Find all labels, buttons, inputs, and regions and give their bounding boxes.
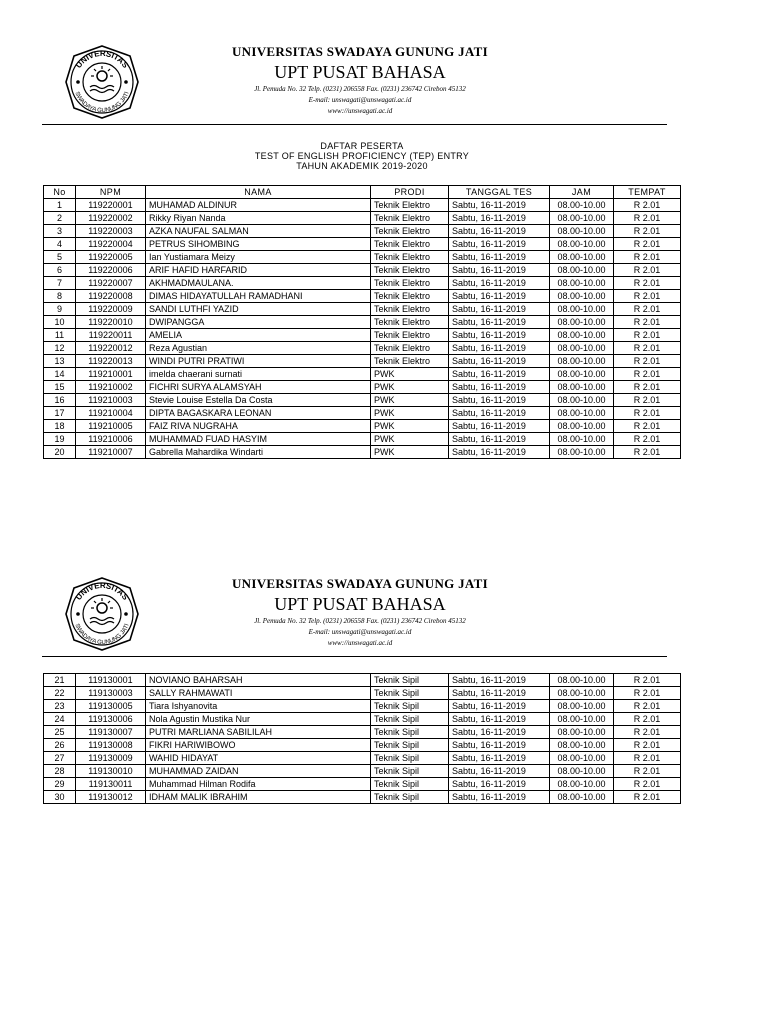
cell-nama: AMELIA — [146, 329, 371, 342]
table-row — [44, 212, 681, 225]
cell-jam: 08.00-10.00 — [550, 290, 614, 303]
cell-no: 22 — [44, 687, 76, 700]
cell-tanggal: Sabtu, 16-11-2019 — [449, 329, 550, 342]
cell-no: 9 — [44, 303, 76, 316]
cell-prodi: PWK — [371, 381, 449, 394]
cell-prodi: Teknik Elektro — [371, 329, 449, 342]
cell-no: 1 — [44, 199, 76, 212]
cell-no: 19 — [44, 433, 76, 446]
cell-nama: IDHAM MALIK IBRAHIM — [146, 791, 371, 804]
cell-jam: 08.00-10.00 — [550, 674, 614, 687]
cell-tanggal: Sabtu, 16-11-2019 — [449, 420, 550, 433]
cell-npm: 119130010 — [76, 765, 146, 778]
table-row — [44, 199, 681, 212]
cell-tempat: R 2.01 — [614, 355, 681, 368]
cell-prodi: Teknik Sipil — [371, 726, 449, 739]
cell-npm: 119130011 — [76, 778, 146, 791]
cell-prodi: Teknik Sipil — [371, 778, 449, 791]
cell-jam: 08.00-10.00 — [550, 420, 614, 433]
table-row — [44, 420, 681, 433]
cell-tanggal: Sabtu, 16-11-2019 — [449, 342, 550, 355]
cell-prodi: PWK — [371, 368, 449, 381]
cell-tanggal: Sabtu, 16-11-2019 — [449, 225, 550, 238]
column-header: NPM — [76, 186, 146, 199]
svg-text:UNIVERSITAS: UNIVERSITAS — [73, 580, 131, 602]
cell-no: 17 — [44, 407, 76, 420]
letterhead — [160, 576, 560, 648]
cell-nama: AKHMADMAULANA. — [146, 277, 371, 290]
cell-nama: Nola Agustin Mustika Nur — [146, 713, 371, 726]
cell-nama: PETRUS SIHOMBING — [146, 238, 371, 251]
cell-no: 24 — [44, 713, 76, 726]
table-row — [44, 251, 681, 264]
cell-tanggal: Sabtu, 16-11-2019 — [449, 739, 550, 752]
title-line-2: TEST OF ENGLISH PROFICIENCY (TEP) ENTRY — [254, 151, 470, 161]
university-name: UNIVERSITAS SWADAYA GUNUNG JATI — [231, 576, 488, 591]
cell-npm: 119220012 — [76, 342, 146, 355]
cell-tanggal: Sabtu, 16-11-2019 — [449, 687, 550, 700]
cell-npm: 119130006 — [76, 713, 146, 726]
letterhead — [160, 44, 560, 116]
cell-jam: 08.00-10.00 — [550, 355, 614, 368]
cell-jam: 08.00-10.00 — [550, 739, 614, 752]
cell-tanggal: Sabtu, 16-11-2019 — [449, 212, 550, 225]
cell-tanggal: Sabtu, 16-11-2019 — [449, 394, 550, 407]
cell-prodi: Teknik Sipil — [371, 791, 449, 804]
cell-nama: Tiara Ishyanovita — [146, 700, 371, 713]
cell-tanggal: Sabtu, 16-11-2019 — [449, 674, 550, 687]
website-line: www://unswagati.ac.id — [327, 107, 393, 115]
participant-table — [43, 185, 681, 459]
cell-jam: 08.00-10.00 — [550, 433, 614, 446]
table-row — [44, 687, 681, 700]
table-row — [44, 329, 681, 342]
cell-no: 27 — [44, 752, 76, 765]
cell-jam: 08.00-10.00 — [550, 687, 614, 700]
cell-tanggal: Sabtu, 16-11-2019 — [449, 368, 550, 381]
table-row — [44, 674, 681, 687]
cell-jam: 08.00-10.00 — [550, 342, 614, 355]
cell-prodi: Teknik Sipil — [371, 687, 449, 700]
table-row — [44, 752, 681, 765]
cell-nama: FAIZ RIVA NUGRAHA — [146, 420, 371, 433]
cell-jam: 08.00-10.00 — [550, 765, 614, 778]
cell-prodi: Teknik Elektro — [371, 342, 449, 355]
cell-nama: FICHRI SURYA ALAMSYAH — [146, 381, 371, 394]
cell-jam: 08.00-10.00 — [550, 316, 614, 329]
cell-jam: 08.00-10.00 — [550, 700, 614, 713]
cell-nama: imelda chaerani surnati — [146, 368, 371, 381]
table-body — [44, 674, 681, 804]
cell-nama: Gabrella Mahardika Windarti — [146, 446, 371, 459]
letterhead-divider — [42, 656, 667, 657]
cell-npm: 119220011 — [76, 329, 146, 342]
table-row — [44, 225, 681, 238]
cell-jam: 08.00-10.00 — [550, 791, 614, 804]
cell-no: 3 — [44, 225, 76, 238]
cell-no: 11 — [44, 329, 76, 342]
cell-tempat: R 2.01 — [614, 290, 681, 303]
svg-text:SWADAYA GUNUNG JATI: SWADAYA GUNUNG JATI — [73, 623, 131, 647]
cell-tanggal: Sabtu, 16-11-2019 — [449, 199, 550, 212]
cell-tempat: R 2.01 — [614, 303, 681, 316]
cell-npm: 119130008 — [76, 739, 146, 752]
cell-tempat: R 2.01 — [614, 329, 681, 342]
cell-prodi: Teknik Elektro — [371, 264, 449, 277]
cell-npm: 119220006 — [76, 264, 146, 277]
table-row — [44, 394, 681, 407]
cell-no: 7 — [44, 277, 76, 290]
cell-npm: 119210004 — [76, 407, 146, 420]
cell-npm: 119130007 — [76, 726, 146, 739]
title-line-1: DAFTAR PESERTA — [320, 141, 404, 151]
cell-nama: AZKA NAUFAL SALMAN — [146, 225, 371, 238]
cell-nama: Muhammad Hilman Rodifa — [146, 778, 371, 791]
cell-npm: 119210005 — [76, 420, 146, 433]
cell-npm: 119210003 — [76, 394, 146, 407]
cell-prodi: Teknik Elektro — [371, 303, 449, 316]
table-row — [44, 264, 681, 277]
cell-no: 13 — [44, 355, 76, 368]
cell-jam: 08.00-10.00 — [550, 368, 614, 381]
cell-prodi: Teknik Elektro — [371, 251, 449, 264]
column-header: NAMA — [146, 186, 371, 199]
cell-nama: DIMAS HIDAYATULLAH RAMADHANI — [146, 290, 371, 303]
cell-tanggal: Sabtu, 16-11-2019 — [449, 752, 550, 765]
table-body — [44, 199, 681, 459]
cell-npm: 119220007 — [76, 277, 146, 290]
cell-no: 30 — [44, 791, 76, 804]
cell-tempat: R 2.01 — [614, 368, 681, 381]
cell-nama: Ian Yustiamara Meizy — [146, 251, 371, 264]
cell-tempat: R 2.01 — [614, 700, 681, 713]
cell-no: 10 — [44, 316, 76, 329]
table-row — [44, 355, 681, 368]
cell-no: 29 — [44, 778, 76, 791]
cell-tanggal: Sabtu, 16-11-2019 — [449, 791, 550, 804]
cell-jam: 08.00-10.00 — [550, 277, 614, 290]
cell-jam: 08.00-10.00 — [550, 407, 614, 420]
cell-prodi: Teknik Sipil — [371, 713, 449, 726]
table-row — [44, 316, 681, 329]
cell-nama: PUTRI MARLIANA SABILILAH — [146, 726, 371, 739]
cell-nama: MUHAMMAD ZAIDAN — [146, 765, 371, 778]
cell-tanggal: Sabtu, 16-11-2019 — [449, 713, 550, 726]
cell-nama: Rikky Riyan Nanda — [146, 212, 371, 225]
cell-npm: 119220001 — [76, 199, 146, 212]
cell-jam: 08.00-10.00 — [550, 212, 614, 225]
cell-tanggal: Sabtu, 16-11-2019 — [449, 303, 550, 316]
cell-tempat: R 2.01 — [614, 212, 681, 225]
cell-tempat: R 2.01 — [614, 713, 681, 726]
svg-text:SWADAYA GUNUNG JATI: SWADAYA GUNUNG JATI — [73, 91, 131, 115]
university-name: UNIVERSITAS SWADAYA GUNUNG JATI — [231, 44, 488, 59]
cell-no: 23 — [44, 700, 76, 713]
cell-prodi: Teknik Elektro — [371, 277, 449, 290]
cell-npm: 119130012 — [76, 791, 146, 804]
table-row — [44, 778, 681, 791]
table-row — [44, 342, 681, 355]
cell-prodi: Teknik Elektro — [371, 355, 449, 368]
cell-jam: 08.00-10.00 — [550, 726, 614, 739]
title-line-3: TAHUN AKADEMIK 2019-2020 — [296, 161, 428, 171]
cell-tanggal: Sabtu, 16-11-2019 — [449, 316, 550, 329]
table-row — [44, 407, 681, 420]
cell-no: 25 — [44, 726, 76, 739]
cell-no: 21 — [44, 674, 76, 687]
cell-tanggal: Sabtu, 16-11-2019 — [449, 238, 550, 251]
cell-tanggal: Sabtu, 16-11-2019 — [449, 407, 550, 420]
table-row — [44, 303, 681, 316]
table-header-row — [44, 186, 681, 199]
cell-prodi: PWK — [371, 407, 449, 420]
cell-tempat: R 2.01 — [614, 726, 681, 739]
table-row — [44, 739, 681, 752]
document-title — [44, 141, 680, 171]
cell-jam: 08.00-10.00 — [550, 394, 614, 407]
column-header: TANGGAL TES — [449, 186, 550, 199]
cell-nama: NOVIANO BAHARSAH — [146, 674, 371, 687]
cell-no: 16 — [44, 394, 76, 407]
column-header: No — [44, 186, 76, 199]
cell-tempat: R 2.01 — [614, 199, 681, 212]
cell-prodi: Teknik Elektro — [371, 212, 449, 225]
cell-nama: MUHAMMAD FUAD HASYIM — [146, 433, 371, 446]
cell-jam: 08.00-10.00 — [550, 264, 614, 277]
column-header: PRODI — [371, 186, 449, 199]
cell-tempat: R 2.01 — [614, 264, 681, 277]
cell-tempat: R 2.01 — [614, 446, 681, 459]
table-row — [44, 446, 681, 459]
cell-tempat: R 2.01 — [614, 433, 681, 446]
cell-tempat: R 2.01 — [614, 765, 681, 778]
cell-prodi: Teknik Sipil — [371, 739, 449, 752]
table-row — [44, 238, 681, 251]
cell-npm: 119220009 — [76, 303, 146, 316]
table-row — [44, 290, 681, 303]
cell-npm: 119130009 — [76, 752, 146, 765]
cell-tempat: R 2.01 — [614, 251, 681, 264]
table-row — [44, 726, 681, 739]
cell-no: 18 — [44, 420, 76, 433]
cell-nama: DIPTA BAGASKARA LEONAN — [146, 407, 371, 420]
table-row — [44, 765, 681, 778]
cell-jam: 08.00-10.00 — [550, 251, 614, 264]
cell-npm: 119220013 — [76, 355, 146, 368]
cell-no: 6 — [44, 264, 76, 277]
unit-name: UPT PUSAT BAHASA — [274, 62, 446, 82]
column-header: TEMPAT — [614, 186, 681, 199]
cell-npm: 119130003 — [76, 687, 146, 700]
cell-tanggal: Sabtu, 16-11-2019 — [449, 726, 550, 739]
cell-tempat: R 2.01 — [614, 420, 681, 433]
cell-nama: FIKRI HARIWIBOWO — [146, 739, 371, 752]
cell-prodi: Teknik Elektro — [371, 316, 449, 329]
cell-no: 15 — [44, 381, 76, 394]
table-row — [44, 791, 681, 804]
cell-tempat: R 2.01 — [614, 316, 681, 329]
cell-npm: 119210001 — [76, 368, 146, 381]
cell-tempat: R 2.01 — [614, 687, 681, 700]
cell-nama: WAHID HIDAYAT — [146, 752, 371, 765]
cell-jam: 08.00-10.00 — [550, 446, 614, 459]
address-line: Jl. Pemuda No. 32 Telp. (0231) 206558 Fax. (0231) 236742 Cirebon 45132 — [254, 617, 466, 625]
cell-npm: 119130005 — [76, 700, 146, 713]
cell-nama: SANDI LUTHFI YAZID — [146, 303, 371, 316]
cell-npm: 119130001 — [76, 674, 146, 687]
cell-tanggal: Sabtu, 16-11-2019 — [449, 251, 550, 264]
cell-tanggal: Sabtu, 16-11-2019 — [449, 277, 550, 290]
university-seal-logo-icon — [64, 44, 140, 120]
cell-npm: 119220005 — [76, 251, 146, 264]
cell-no: 28 — [44, 765, 76, 778]
svg-text:UNIVERSITAS: UNIVERSITAS — [73, 48, 131, 70]
cell-tempat: R 2.01 — [614, 778, 681, 791]
cell-jam: 08.00-10.00 — [550, 329, 614, 342]
cell-jam: 08.00-10.00 — [550, 778, 614, 791]
cell-jam: 08.00-10.00 — [550, 303, 614, 316]
cell-prodi: PWK — [371, 433, 449, 446]
cell-prodi: PWK — [371, 420, 449, 433]
cell-tanggal: Sabtu, 16-11-2019 — [449, 778, 550, 791]
cell-tempat: R 2.01 — [614, 342, 681, 355]
cell-tanggal: Sabtu, 16-11-2019 — [449, 433, 550, 446]
cell-tempat: R 2.01 — [614, 407, 681, 420]
cell-tanggal: Sabtu, 16-11-2019 — [449, 290, 550, 303]
cell-jam: 08.00-10.00 — [550, 225, 614, 238]
cell-prodi: PWK — [371, 446, 449, 459]
table-row — [44, 433, 681, 446]
cell-no: 2 — [44, 212, 76, 225]
address-line: Jl. Pemuda No. 32 Telp. (0231) 206558 Fax. (0231) 236742 Cirebon 45132 — [254, 85, 466, 93]
cell-no: 4 — [44, 238, 76, 251]
email-line: E-mail: unswagati@unswagati.ac.id — [308, 96, 412, 104]
cell-tempat: R 2.01 — [614, 752, 681, 765]
cell-tanggal: Sabtu, 16-11-2019 — [449, 446, 550, 459]
cell-npm: 119220004 — [76, 238, 146, 251]
cell-jam: 08.00-10.00 — [550, 199, 614, 212]
cell-prodi: Teknik Elektro — [371, 225, 449, 238]
website-line: www://unswagati.ac.id — [327, 639, 393, 647]
cell-jam: 08.00-10.00 — [550, 238, 614, 251]
cell-tempat: R 2.01 — [614, 739, 681, 752]
table-row — [44, 700, 681, 713]
cell-tempat: R 2.01 — [614, 674, 681, 687]
table-row — [44, 368, 681, 381]
cell-prodi: Teknik Elektro — [371, 199, 449, 212]
cell-tempat: R 2.01 — [614, 225, 681, 238]
participant-table-continued — [43, 673, 681, 804]
column-header: JAM — [550, 186, 614, 199]
cell-jam: 08.00-10.00 — [550, 381, 614, 394]
cell-nama: Stevie Louise Estella Da Costa — [146, 394, 371, 407]
cell-nama: ARIF HAFID HARFARID — [146, 264, 371, 277]
cell-nama: SALLY RAHMAWATI — [146, 687, 371, 700]
cell-no: 14 — [44, 368, 76, 381]
cell-prodi: PWK — [371, 394, 449, 407]
cell-tempat: R 2.01 — [614, 394, 681, 407]
table-row — [44, 277, 681, 290]
cell-jam: 08.00-10.00 — [550, 752, 614, 765]
cell-jam: 08.00-10.00 — [550, 713, 614, 726]
cell-npm: 119220002 — [76, 212, 146, 225]
cell-tempat: R 2.01 — [614, 381, 681, 394]
cell-prodi: Teknik Elektro — [371, 290, 449, 303]
cell-tanggal: Sabtu, 16-11-2019 — [449, 381, 550, 394]
cell-npm: 119220010 — [76, 316, 146, 329]
cell-prodi: Teknik Sipil — [371, 674, 449, 687]
cell-tanggal: Sabtu, 16-11-2019 — [449, 700, 550, 713]
cell-tempat: R 2.01 — [614, 791, 681, 804]
cell-nama: DWIPANGGA — [146, 316, 371, 329]
cell-npm: 119220008 — [76, 290, 146, 303]
university-seal-logo-icon — [64, 576, 140, 652]
cell-no: 8 — [44, 290, 76, 303]
cell-nama: MUHAMAD ALDINUR — [146, 199, 371, 212]
cell-nama: WINDI PUTRI PRATIWI — [146, 355, 371, 368]
cell-npm: 119210002 — [76, 381, 146, 394]
letterhead-divider — [42, 124, 667, 125]
cell-tempat: R 2.01 — [614, 277, 681, 290]
cell-no: 5 — [44, 251, 76, 264]
cell-prodi: Teknik Sipil — [371, 752, 449, 765]
cell-no: 12 — [44, 342, 76, 355]
cell-tanggal: Sabtu, 16-11-2019 — [449, 355, 550, 368]
cell-prodi: Teknik Elektro — [371, 238, 449, 251]
cell-prodi: Teknik Sipil — [371, 765, 449, 778]
table-row — [44, 713, 681, 726]
cell-no: 26 — [44, 739, 76, 752]
cell-nama: Reza Agustian — [146, 342, 371, 355]
cell-npm: 119210006 — [76, 433, 146, 446]
cell-tanggal: Sabtu, 16-11-2019 — [449, 765, 550, 778]
cell-tempat: R 2.01 — [614, 238, 681, 251]
cell-tanggal: Sabtu, 16-11-2019 — [449, 264, 550, 277]
cell-prodi: Teknik Sipil — [371, 700, 449, 713]
email-line: E-mail: unswagati@unswagati.ac.id — [308, 628, 412, 636]
cell-no: 20 — [44, 446, 76, 459]
unit-name: UPT PUSAT BAHASA — [274, 594, 446, 614]
table-row — [44, 381, 681, 394]
cell-npm: 119210007 — [76, 446, 146, 459]
cell-npm: 119220003 — [76, 225, 146, 238]
